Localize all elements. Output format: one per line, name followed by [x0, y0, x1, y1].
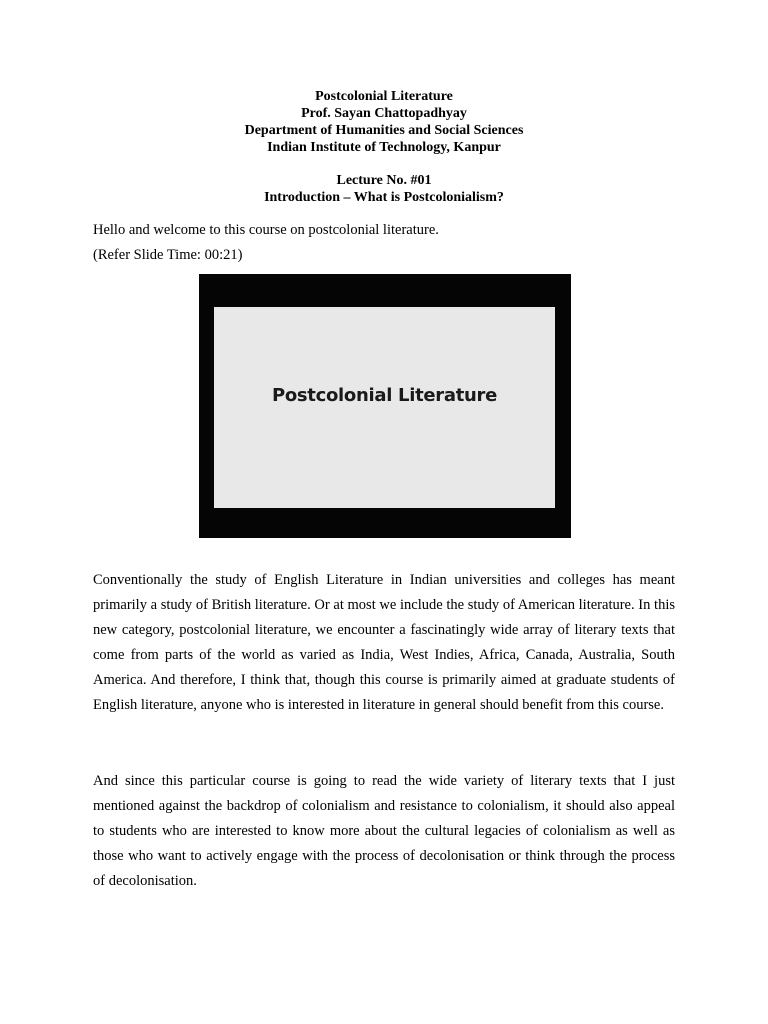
lecture-heading: [0, 172, 768, 206]
department-name: Department of Humanities and Social Sciences: [244, 123, 524, 138]
greeting-text: Hello and welcome to this course on postcolonial literature.: [93, 222, 439, 238]
slide-content-area: [214, 307, 555, 508]
slide-screenshot: [199, 274, 571, 538]
professor-name: Prof. Sayan Chattopadhyay: [301, 106, 467, 121]
slide-title: Postcolonial Literature: [271, 385, 498, 406]
course-title: Postcolonial Literature: [315, 89, 453, 104]
institute-name: Indian Institute of Technology, Kanpur: [267, 140, 501, 155]
body-paragraph-1: Conventionally the study of English Literature in Indian universities and colleges has meant primarily a study of British literature. Or at most we include the study of American literature. In this new category, postcolonial literature, we encounter a fascinatingly wide array of literary texts that come from parts of the world as varied as India, West Indies, Africa, Canada, Australia, South America. And therefore, I think that, though this course is primarily aimed at graduate students of English literature, anyone who is interested in literature in general should benefit from this course.: [93, 572, 675, 714]
lecture-number: Lecture No. #01: [336, 173, 432, 188]
body-paragraph-2: And since this particular course is going to read the wide variety of literary texts that I just mentioned against the backdrop of colonialism and resistance to colonialism, it should also appeal to students who are interested to know more about the cultural legacies of colonialism as well as those who want to actively engage with the process of decolonisation or think through the process of decolonisation.: [93, 773, 675, 890]
slide-time-reference: (Refer Slide Time: 00:21): [93, 247, 243, 263]
lecture-title: Introduction – What is Postcolonialism?: [264, 190, 504, 205]
document-header: [0, 88, 768, 156]
